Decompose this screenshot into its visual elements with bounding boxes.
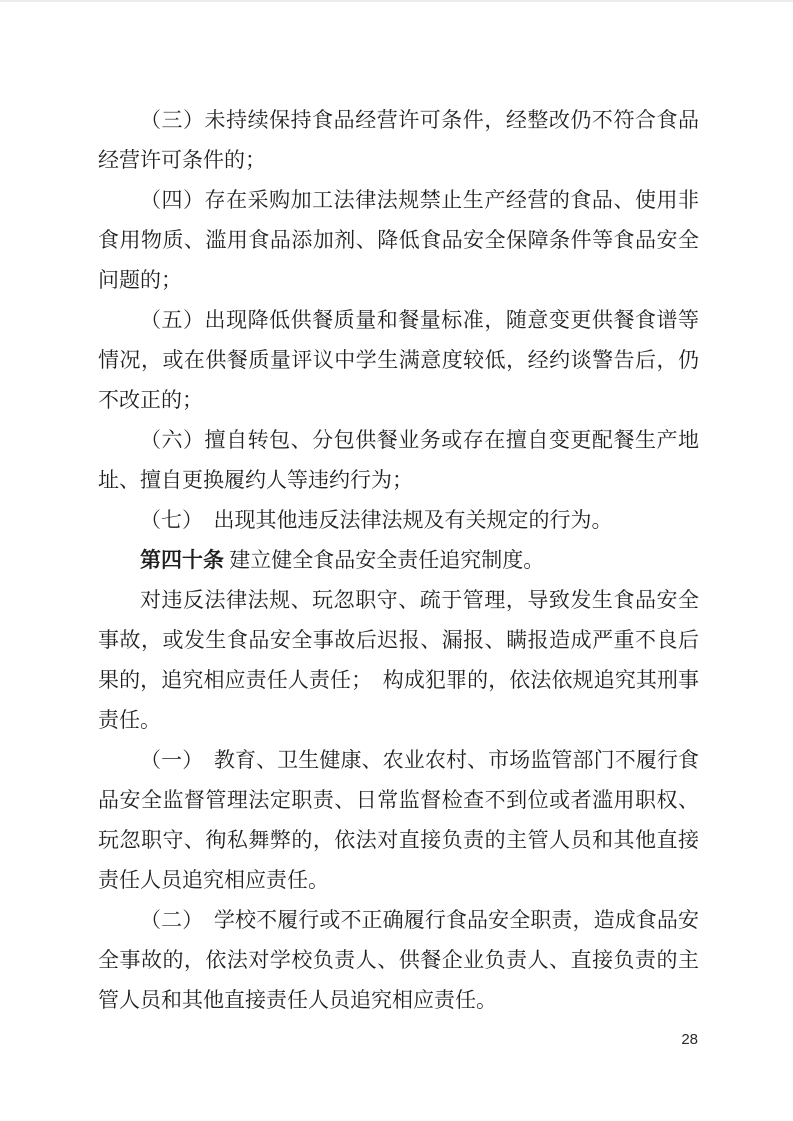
paragraph-text: （七） 出现其他违反法律法规及有关规定的行为。	[140, 508, 613, 532]
paragraph-text: （六）擅自转包、分包供餐业务或存在擅自变更配餐生产地址、擅自更换履约人等违约行为；	[98, 428, 699, 492]
paragraph-item-2	[98, 900, 699, 1020]
page-top-edge	[0, 0, 793, 2]
article-title-text: 建立健全食品安全责任追究制度。	[224, 548, 545, 572]
paragraph-text: （二） 学校不履行或不正确履行食品安全职责，造成食品安全事故的，依法对学校负责人、供餐企业负责人、直接负责的主管人员和其他直接责任人员追究相应责任。	[98, 908, 699, 1012]
page-number: 28	[681, 1031, 698, 1048]
paragraph-text: 对违反法律法规、玩忽职守、疏于管理，导致发生食品安全事故，或发生食品安全事故后迟报、漏报、瞒报造成严重不良后果的，追究相应责任人责任； 构成犯罪的，依法依规追究其刑事责任。	[98, 588, 699, 732]
paragraph-text: （一） 教育、卫生健康、农业农村、市场监管部门不履行食品安全监督管理法定职责、日常监督检查不到位或者滥用职权、玩忽职守、徇私舞弊的，依法对直接负责的主管人员和其他直接责任人员追究相应责任。	[98, 748, 699, 892]
paragraph-clause-5	[98, 300, 699, 420]
paragraph-text: （五）出现降低供餐质量和餐量标准，随意变更供餐食谱等情况，或在供餐质量评议中学生满意度较低，经约谈警告后，仍不改正的；	[98, 308, 699, 412]
paragraph-clause-3	[98, 100, 699, 180]
paragraph-clause-4	[98, 180, 699, 300]
document-body	[98, 100, 699, 1020]
paragraph-clause-6	[98, 420, 699, 500]
paragraph-text: （三）未持续保持食品经营许可条件，经整改仍不符合食品经营许可条件的；	[98, 108, 699, 172]
article-number-bold: 第四十条	[140, 548, 224, 572]
paragraph-clause-7	[98, 500, 699, 540]
paragraph-item-1	[98, 740, 699, 900]
paragraph-article-40	[98, 540, 699, 580]
paragraph-accountability-intro	[98, 580, 699, 740]
paragraph-text: （四）存在采购加工法律法规禁止生产经营的食品、使用非食用物质、滥用食品添加剂、降低食品安全保障条件等食品安全问题的；	[98, 188, 699, 292]
